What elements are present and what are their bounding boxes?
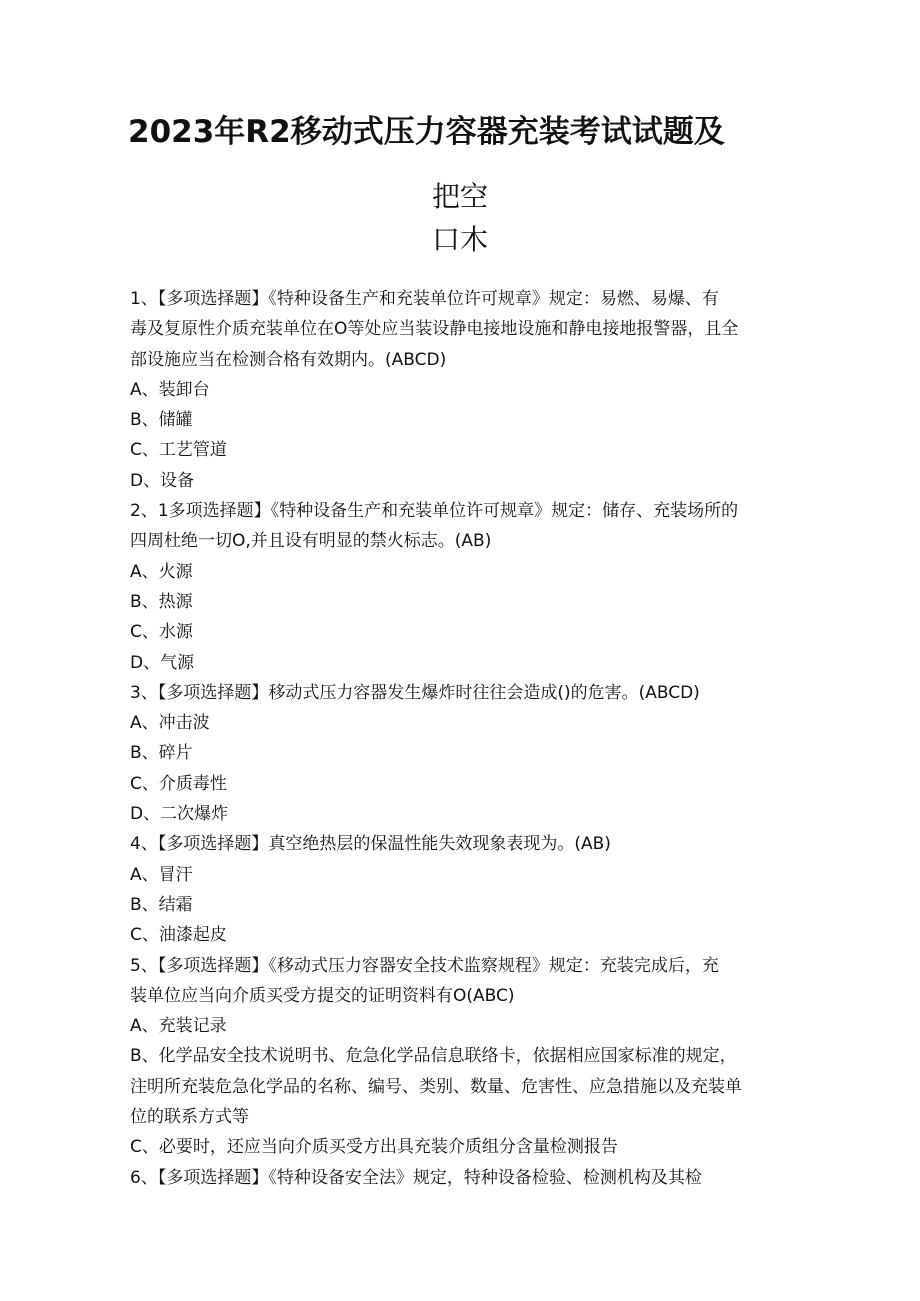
question-list [130, 284, 810, 1193]
question-text-line: 2、1多项选择题】《特种设备生产和充装单位许可规章》规定：储存、充装场所的 [130, 501, 739, 522]
question-text-line: 1、【多项选择题】《特种设备生产和充装单位许可规章》规定：易燃、易爆、有 [130, 289, 719, 309]
question-text-line: 四周杜绝一切O,并且设有明显的禁火标志。(AB) [130, 531, 492, 552]
question-5 [130, 951, 810, 1163]
answer-option: B、结霜 [130, 894, 193, 915]
document-subtitle-line-2: 口木 [431, 223, 488, 256]
answer-option: 注明所充装危急化学品的名称、编号、类别、数量、危害性、应急措施以及充装单 [130, 1076, 742, 1097]
answer-option: A、充装记录 [130, 1016, 227, 1037]
answer-option: B、碎片 [130, 743, 193, 764]
answer-option: B、储罐 [130, 410, 193, 431]
question-text-line: 3、【多项选择题】移动式压力容器发生爆炸时往往会造成()的危害。(ABCD) [130, 682, 700, 703]
answer-option: A、火源 [130, 561, 193, 582]
answer-option: A、装卸台 [130, 379, 210, 400]
answer-option: A、冲击波 [130, 713, 210, 734]
question-text-line: 毒及复原性介质充装单位在O等处应当装设静电接地设施和静电接地报警器，且全 [130, 319, 739, 340]
question-text-line: 4、【多项选择题】真空绝热层的保温性能失效现象表现为。(AB) [130, 834, 611, 855]
answer-option: D、设备 [130, 470, 195, 491]
answer-option: C、介质毒性 [130, 773, 227, 794]
document-title: 2023年R2移动式压力容器充装考试试题及 [128, 114, 725, 150]
question-1 [130, 284, 810, 496]
answer-option: B、热源 [130, 591, 193, 612]
answer-option: A、冒汗 [130, 864, 193, 885]
answer-option: D、二次爆炸 [130, 804, 229, 825]
question-6 [130, 1163, 810, 1193]
question-text-line: 5、【多项选择题】《移动式压力容器安全技术监察规程》规定：充装完成后，充 [130, 955, 719, 976]
question-2 [130, 496, 810, 678]
question-4 [130, 829, 810, 950]
question-text-line: 装单位应当向介质买受方提交的证明资料有O(ABC) [130, 985, 515, 1006]
question-3 [130, 678, 810, 829]
answer-option: C、必要时，还应当向介质买受方出具充装介质组分含量检测报告 [130, 1137, 618, 1158]
question-text-line: 6、【多项选择题】《特种设备安全法》规定，特种设备检验、检测机构及其检 [130, 1167, 702, 1188]
document-subtitle-line-1: 把空 [431, 180, 488, 213]
answer-option: C、水源 [130, 622, 193, 643]
answer-option: B、化学品安全技术说明书、危急化学品信息联络卡，依据相应国家标准的规定， [130, 1046, 737, 1067]
answer-option: C、工艺管道 [130, 440, 227, 461]
answer-option: C、油漆起皮 [130, 925, 227, 946]
answer-option: D、气源 [130, 652, 195, 673]
answer-option: 位的联系方式等 [130, 1107, 249, 1128]
question-text-line: 部设施应当在检测合格有效期内。(ABCD) [130, 349, 447, 370]
